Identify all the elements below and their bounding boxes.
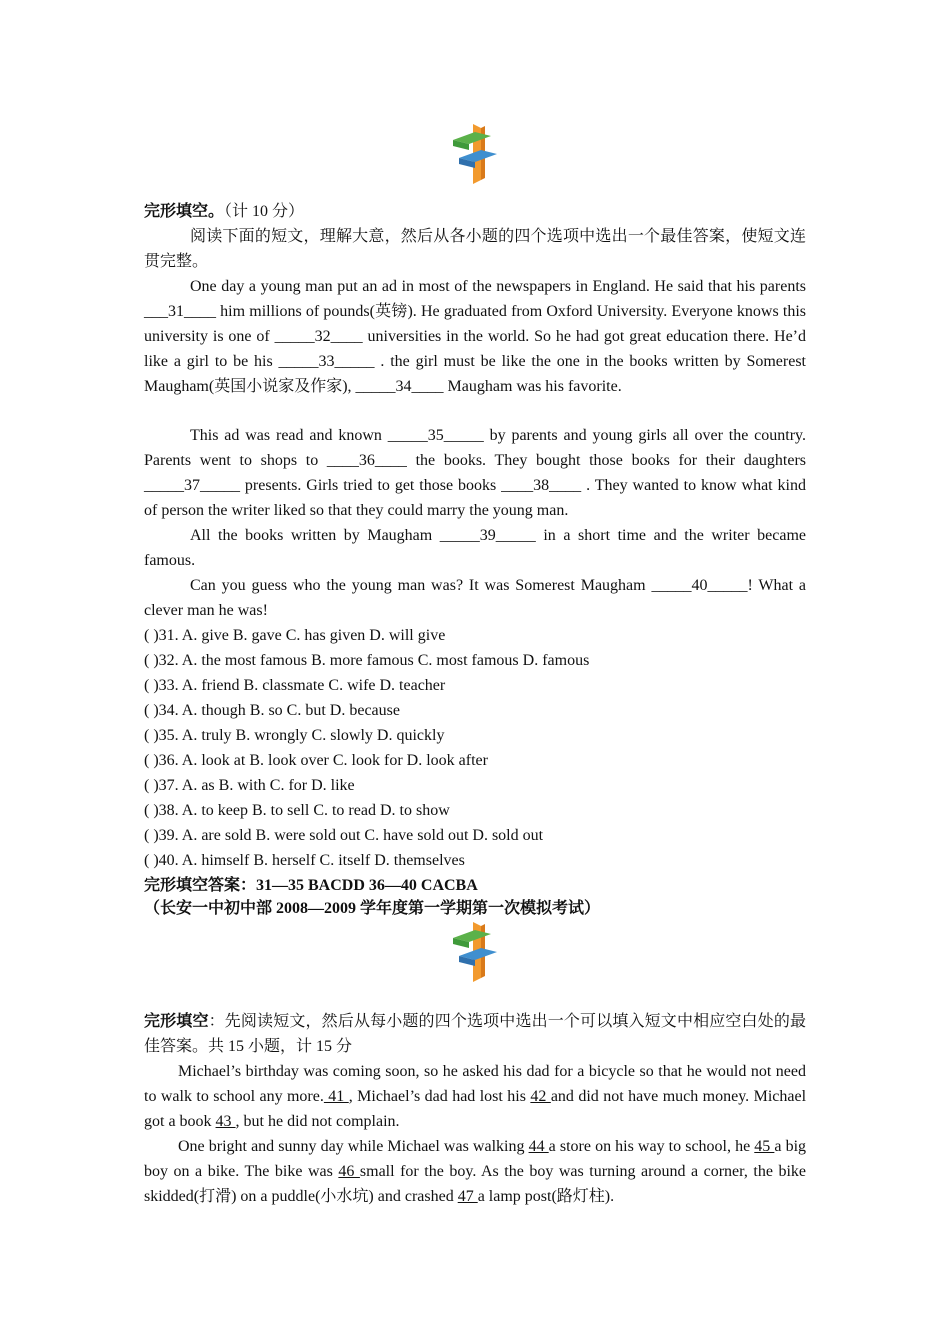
- heading-bold: 完形填空。: [144, 203, 225, 220]
- text-run: small for the boy. As the boy was turning around a corner, the bike skidded(打滑) on a puddle(小水坑) and crashed: [144, 1163, 807, 1205]
- question-33-options: ( )33. A. friend B. classmate C. wife D. teacher: [144, 677, 446, 694]
- text-run: and did not have much money. Michael got a book: [144, 1088, 807, 1130]
- text-run: a big boy on a bike. The bike was: [144, 1138, 807, 1180]
- blank-44: 44: [528, 1138, 549, 1155]
- blank-47: 47: [457, 1188, 478, 1205]
- question-40-options: ( )40. A. himself B. herself C. itself D. themselves: [144, 852, 465, 869]
- question-34-options: ( )34. A. though B. so C. but D. because: [144, 702, 400, 719]
- section1-instructions: 阅读下面的短文，理解大意，然后从各小题的四个选项中选出一个最佳答案，使短文连贯完整。: [144, 228, 806, 270]
- blank-42: 42: [530, 1088, 551, 1105]
- blank-43: 43: [215, 1113, 236, 1130]
- exam-source: （长安一中初中部 2008—2009 学年度第一学期第一次模拟考试）: [144, 900, 601, 917]
- question-38-options: ( )38. A. to keep B. to sell C. to read D. to show: [144, 802, 450, 819]
- text-run: a lamp post(路灯柱).: [477, 1188, 615, 1205]
- question-39-options: ( )39. A. are sold B. were sold out C. have sold out D. sold out: [144, 827, 544, 844]
- passage-paragraph-4: Can you guess who the young man was? It was Somerest Maugham _____40_____! What a clever man he was!: [144, 577, 806, 619]
- passage2-paragraph-1: [144, 1059, 806, 1134]
- heading-rest: （计 10 分）: [224, 203, 305, 220]
- blank-45: 45: [754, 1138, 775, 1155]
- text-run: Michael’s birthday was coming soon, so he asked his dad for a bicycle so that he would not need to walk to school any more.: [144, 1063, 806, 1105]
- section1-heading: [144, 199, 304, 224]
- blank-41: 41: [323, 1088, 349, 1105]
- section2-heading: [144, 1009, 806, 1059]
- heading-rest: ：先阅读短文，然后从每小题的四个选项中选出一个可以填入短文中相应空白处的最佳答案。共 15 小题，计 15 分: [144, 1013, 806, 1055]
- question-32-options: ( )32. A. the most famous B. more famous C. most famous D. famous: [144, 652, 590, 669]
- heading-bold: 完形填空: [144, 1013, 209, 1030]
- question-37-options: ( )37. A. as B. with C. for D. like: [144, 777, 355, 794]
- text-run: a store on his way to school, he: [548, 1138, 755, 1155]
- question-36-options: ( )36. A. look at B. look over C. look for D. look after: [144, 752, 488, 769]
- text-run: One bright and sunny day while Michael was walking: [178, 1138, 529, 1155]
- text-run: , Michael’s dad had lost his: [348, 1088, 531, 1105]
- text-run: , but he did not complain.: [235, 1113, 400, 1130]
- passage-paragraph-2: This ad was read and known _____35_____ by parents and young girls all over the country. Parents went to shops to ____36____ the books. They bought those books for their daughters _____37_____ presents. Girls tried to get those books ____38____ . They wanted to know what kind of person the writer liked so that they could marry the young man.: [144, 427, 806, 519]
- question-35-options: ( )35. A. truly B. wrongly C. slowly D. quickly: [144, 727, 445, 744]
- passage2-paragraph-2: [144, 1134, 806, 1209]
- passage-paragraph-1: One day a young man put an ad in most of the newspapers in England. He said that his parents ___31____ him millions of pounds(英镑). He graduated from Oxford University. Everyone knows this university is one of _____32____ universities in the world. So he had got great education there. He’d like a girl to be his _____33_____ . the girl must be like the one in the books written by Somerest Maugham(英国小说家及作家), _____34____ Maugham was his favorite.: [144, 278, 806, 395]
- passage-paragraph-3: All the books written by Maugham _____39_____ in a short time and the writer became famous.: [144, 527, 806, 569]
- question-31-options: ( )31. A. give B. gave C. has given D. will give: [144, 627, 446, 644]
- blank-46: 46: [338, 1163, 360, 1180]
- school-logo-icon: [451, 122, 499, 184]
- school-logo-icon: [451, 920, 499, 982]
- answer-key: 完形填空答案：31—35 BACDD 36—40 CACBA: [144, 877, 478, 894]
